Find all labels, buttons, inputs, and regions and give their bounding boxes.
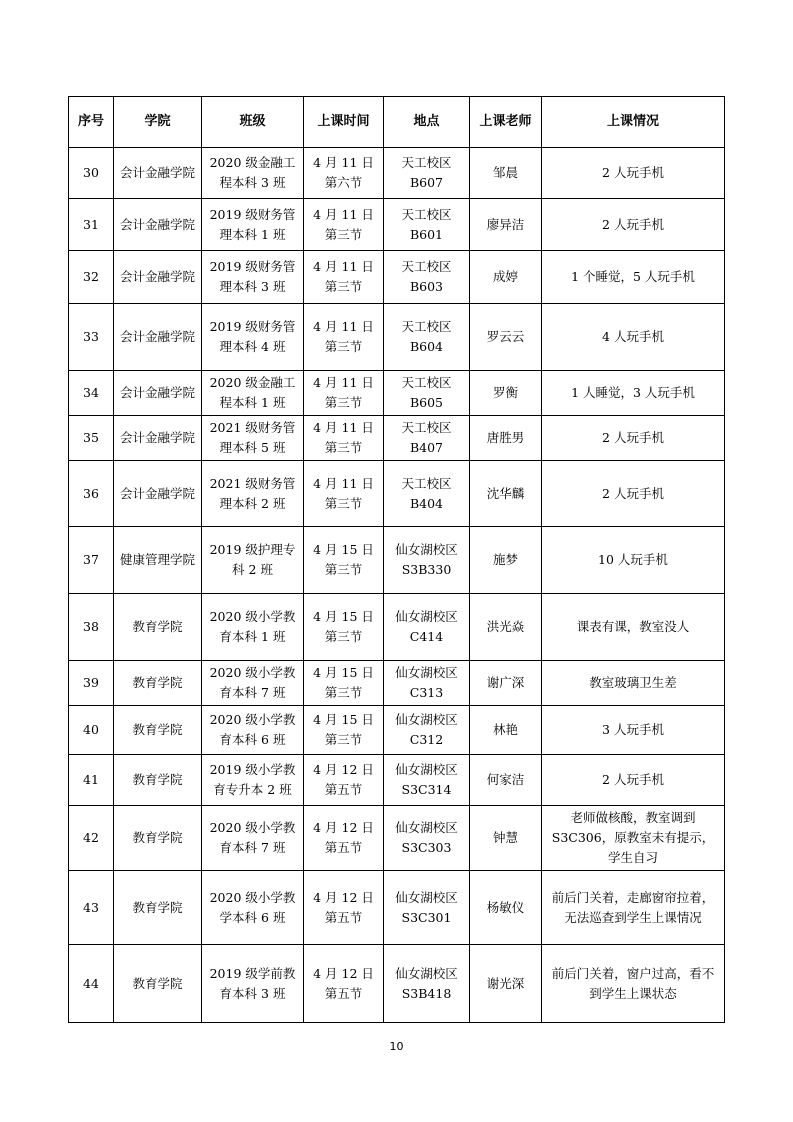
cell-teacher: 唐胜男	[470, 416, 542, 461]
table-row	[69, 251, 725, 304]
header-location: 地点	[384, 97, 470, 148]
cell-college: 会计金融学院	[114, 304, 202, 371]
cell-time: 4 月 12 日第五节	[304, 755, 384, 806]
cell-college: 会计金融学院	[114, 461, 202, 527]
cell-location: 仙女湖校区S3B418	[384, 945, 470, 1023]
cell-status: 教室玻璃卫生差	[542, 661, 725, 706]
table-row	[69, 371, 725, 416]
cell-no: 32	[69, 251, 114, 304]
cell-college: 教育学院	[114, 871, 202, 945]
cell-status: 2 人玩手机	[542, 148, 725, 199]
cell-status: 10 人玩手机	[542, 527, 725, 594]
table-row	[69, 945, 725, 1023]
cell-location: 天工校区B601	[384, 199, 470, 251]
cell-time: 4 月 12 日第五节	[304, 871, 384, 945]
cell-status: 4 人玩手机	[542, 304, 725, 371]
cell-class: 2020 级小学教育本科 7 班	[202, 806, 304, 871]
cell-location: 仙女湖校区S3C303	[384, 806, 470, 871]
table-row	[69, 199, 725, 251]
cell-status: 2 人玩手机	[542, 199, 725, 251]
cell-no: 33	[69, 304, 114, 371]
cell-class: 2019 级财务管理本科 1 班	[202, 199, 304, 251]
cell-status: 课表有课，教室没人	[542, 594, 725, 661]
header-time: 上课时间	[304, 97, 384, 148]
cell-location: 天工校区B604	[384, 304, 470, 371]
cell-class: 2021 级财务管理本科 2 班	[202, 461, 304, 527]
cell-class: 2020 级金融工程本科 1 班	[202, 371, 304, 416]
cell-teacher: 钟慧	[470, 806, 542, 871]
table-header-row	[69, 97, 725, 148]
cell-location: 天工校区B603	[384, 251, 470, 304]
cell-college: 教育学院	[114, 806, 202, 871]
cell-college: 会计金融学院	[114, 416, 202, 461]
cell-no: 39	[69, 661, 114, 706]
cell-class: 2020 级小学教学本科 6 班	[202, 871, 304, 945]
cell-teacher: 罗衡	[470, 371, 542, 416]
cell-class: 2019 级小学教育专升本 2 班	[202, 755, 304, 806]
cell-teacher: 廖异洁	[470, 199, 542, 251]
cell-no: 30	[69, 148, 114, 199]
cell-location: 仙女湖校区C312	[384, 706, 470, 755]
cell-class: 2019 级学前教育本科 3 班	[202, 945, 304, 1023]
cell-location: 天工校区B605	[384, 371, 470, 416]
table-row	[69, 148, 725, 199]
cell-no: 41	[69, 755, 114, 806]
cell-teacher: 何家洁	[470, 755, 542, 806]
cell-location: 仙女湖校区S3B330	[384, 527, 470, 594]
cell-no: 44	[69, 945, 114, 1023]
cell-location: 仙女湖校区S3C301	[384, 871, 470, 945]
cell-location: 天工校区B407	[384, 416, 470, 461]
cell-teacher: 林艳	[470, 706, 542, 755]
inspection-table	[68, 96, 725, 1023]
header-status: 上课情况	[542, 97, 725, 148]
table-row	[69, 304, 725, 371]
cell-status: 2 人玩手机	[542, 416, 725, 461]
cell-status: 1 人睡觉，3 人玩手机	[542, 371, 725, 416]
cell-college: 会计金融学院	[114, 371, 202, 416]
cell-teacher: 沈华麟	[470, 461, 542, 527]
cell-college: 教育学院	[114, 594, 202, 661]
table-row	[69, 806, 725, 871]
cell-no: 40	[69, 706, 114, 755]
cell-college: 健康管理学院	[114, 527, 202, 594]
cell-time: 4 月 11 日第三节	[304, 416, 384, 461]
cell-status: 前后门关着，窗户过高，看不到学生上课状态	[542, 945, 725, 1023]
cell-time: 4 月 15 日第三节	[304, 661, 384, 706]
table-row	[69, 594, 725, 661]
cell-class: 2020 级小学教育本科 1 班	[202, 594, 304, 661]
cell-college: 教育学院	[114, 755, 202, 806]
cell-teacher: 成婷	[470, 251, 542, 304]
cell-class: 2019 级护理专科 2 班	[202, 527, 304, 594]
cell-teacher: 杨敏仪	[470, 871, 542, 945]
cell-location: 天工校区B404	[384, 461, 470, 527]
cell-teacher: 洪光焱	[470, 594, 542, 661]
cell-teacher: 谢光深	[470, 945, 542, 1023]
cell-no: 43	[69, 871, 114, 945]
cell-status: 3 人玩手机	[542, 706, 725, 755]
cell-class: 2021 级财务管理本科 5 班	[202, 416, 304, 461]
cell-class: 2020 级小学教育本科 7 班	[202, 661, 304, 706]
table-row	[69, 461, 725, 527]
table-row	[69, 527, 725, 594]
cell-no: 31	[69, 199, 114, 251]
table-row	[69, 416, 725, 461]
cell-teacher: 邹晨	[470, 148, 542, 199]
cell-class: 2020 级小学教育本科 6 班	[202, 706, 304, 755]
cell-college: 教育学院	[114, 661, 202, 706]
table-row	[69, 755, 725, 806]
table-row	[69, 661, 725, 706]
cell-teacher: 罗云云	[470, 304, 542, 371]
cell-no: 42	[69, 806, 114, 871]
cell-class: 2020 级金融工程本科 3 班	[202, 148, 304, 199]
table-row	[69, 871, 725, 945]
cell-no: 35	[69, 416, 114, 461]
cell-location: 仙女湖校区S3C314	[384, 755, 470, 806]
cell-status: 1 个睡觉，5 人玩手机	[542, 251, 725, 304]
cell-time: 4 月 11 日第三节	[304, 199, 384, 251]
cell-no: 37	[69, 527, 114, 594]
cell-time: 4 月 11 日第三节	[304, 304, 384, 371]
cell-time: 4 月 15 日第三节	[304, 706, 384, 755]
cell-status: 2 人玩手机	[542, 461, 725, 527]
cell-college: 教育学院	[114, 706, 202, 755]
cell-status: 前后门关着，走廊窗帘拉着，无法巡查到学生上课情况	[542, 871, 725, 945]
cell-class: 2019 级财务管理本科 3 班	[202, 251, 304, 304]
cell-college: 会计金融学院	[114, 148, 202, 199]
cell-college: 教育学院	[114, 945, 202, 1023]
cell-location: 天工校区B607	[384, 148, 470, 199]
cell-class: 2019 级财务管理本科 4 班	[202, 304, 304, 371]
cell-time: 4 月 11 日第三节	[304, 461, 384, 527]
cell-time: 4 月 12 日第五节	[304, 806, 384, 871]
cell-time: 4 月 11 日第六节	[304, 148, 384, 199]
cell-teacher: 施梦	[470, 527, 542, 594]
header-teacher: 上课老师	[470, 97, 542, 148]
cell-no: 34	[69, 371, 114, 416]
cell-college: 会计金融学院	[114, 199, 202, 251]
cell-no: 38	[69, 594, 114, 661]
page-number: 10	[389, 1040, 404, 1053]
table-row	[69, 706, 725, 755]
cell-time: 4 月 15 日第三节	[304, 594, 384, 661]
cell-location: 仙女湖校区C313	[384, 661, 470, 706]
cell-no: 36	[69, 461, 114, 527]
cell-time: 4 月 12 日第五节	[304, 945, 384, 1023]
cell-college: 会计金融学院	[114, 251, 202, 304]
header-no: 序号	[69, 97, 114, 148]
cell-status: 2 人玩手机	[542, 755, 725, 806]
cell-time: 4 月 11 日第三节	[304, 251, 384, 304]
cell-status: 老师做核酸，教室调到S3C306，原教室未有提示，学生自习	[542, 806, 725, 871]
cell-time: 4 月 11 日第三节	[304, 371, 384, 416]
header-college: 学院	[114, 97, 202, 148]
cell-time: 4 月 15 日第三节	[304, 527, 384, 594]
cell-location: 仙女湖校区C414	[384, 594, 470, 661]
cell-teacher: 谢广深	[470, 661, 542, 706]
header-class: 班级	[202, 97, 304, 148]
